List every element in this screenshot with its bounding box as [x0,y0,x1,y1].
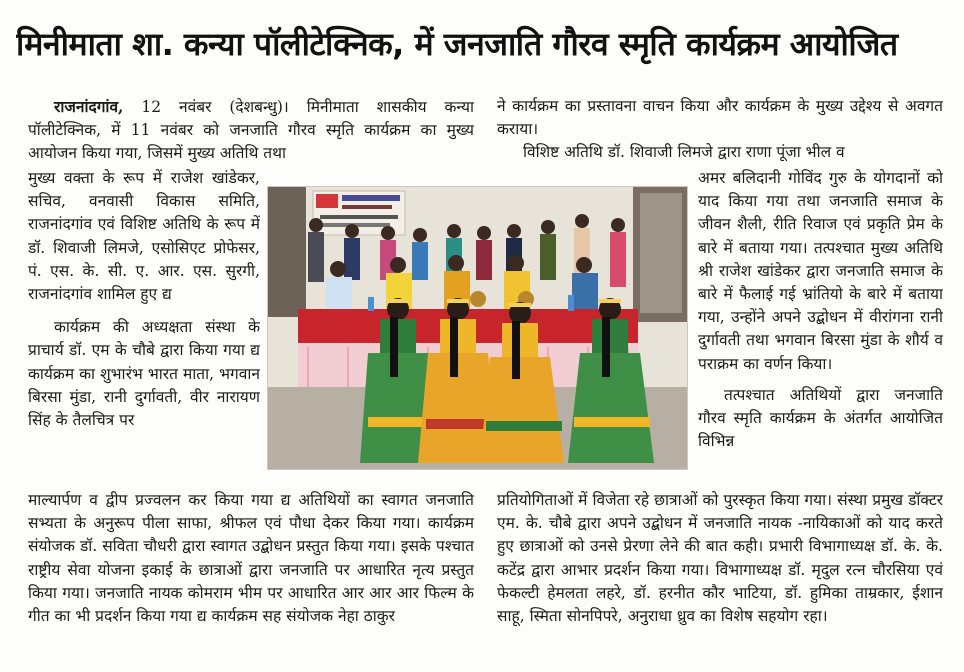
column-1-top-text: मिनीमाता शासकीय कन्या पॉलीटेक्निक, में 11 नवंबर को जनजाति गौरव स्मृति कार्यक्रम का मुख्य आयोजन किया गया, जिसमें मुख्य अतिथि तथा [28,98,474,163]
column-1-bottom [28,489,474,659]
column-2-side [698,167,943,489]
column-2-top-text: ने कार्यक्रम का प्रस्तावना वाचन किया और कार्यक्रम के मुख्य उद्देश्य से अवगत कराया। [497,97,943,139]
column-2-top [497,95,943,169]
column-2-top-text-2: विशिष्ट अतिथि डॉ. शिवाजी लिमजे द्वारा राणा पूंजा भील व [523,143,845,162]
column-1-side [28,167,260,489]
column-2-bottom-text: प्रतियोगिताओं में विजेता रहे छात्राओं को पुरस्कृत किया गया। संस्था प्रमुख डॉक्टर एम. के. चौबे द्वारा अपने उद्बोधन में जनजाति नायक -नायिकाओं को याद करते हुए छात्राओं को उनसे प्रेरणा लेने की बात कही। प्रभारी विभागाध्यक्ष डॉ. के. के. कटेंद्र द्वारा आभार प्रदर्शन किया गया। विभागाध्यक्ष डॉ. मृदुल रत्न चौरसिया एवं फेकल्टी हेमलता लहरे, डॉ. हरनीत कौर भाटिया, डॉ. हुमिका ताम्रकार, ईशान साहू, स्मिता सोनपिपरे, अनुराधा ध्रुव का विशेष सहयोग रहा। [497,491,943,626]
event-photo [267,186,688,470]
dateline: राजनांदगांव, [54,97,124,116]
column-1-bottom-text: माल्यार्पण व द्वीप प्रज्वलन कर किया गया द्य अतिथियों का स्वागत जनजाति सभ्यता के अनुरूप पीला साफा, श्रीफल एवं पौधा देकर किया गया। कार्यक्रम संयोजक डॉ. सविता चौधरी द्वारा स्वागत उद्बोधन प्रस्तुत किया गया। इसके पश्चात राष्ट्रीय सेवा योजना इकाई के छात्राओं द्वारा जनजाति पर आधारित नृत्य प्रस्तुत किया गया। जनजाति नायक कोमराम भीम पर आधारित आर आर आर फिल्म के गीत का भी प्रदर्शन किया गया द्य कार्यक्रम सह संयोजक नेहा ठाकुर [28,491,474,626]
column-2-side-text-2: तत्पश्चात अतिथियों द्वारा जनजाति गौरव स्मृति कार्यक्रम के अंतर्गत आयोजित विभिन्न [698,385,943,451]
date-source: 12 नवंबर (देशबन्धु)। [123,98,307,116]
headline: मिनीमाता शा. कन्या पॉलीटेक्निक, में जनजाति गौरव स्मृति कार्यक्रम आयोजित [16,25,898,63]
column-1-side-text-2: कार्यक्रम की अध्यक्षता संस्था के प्राचार्य डॉ. एम के चौबे द्वारा किया गया द्य कार्यक्रम का शुभारंभ भारत माता, भगवान बिरसा मुंडा, रानी दुर्गावती, वीर नारायण सिंह के तैलचित्र पर [28,318,260,430]
event-photo-illustration [268,187,688,470]
column-1-top [28,95,474,169]
column-2-bottom [497,489,943,659]
column-2-side-text: अमर बलिदानी गोविंद गुरु के योगदानों को याद किया गया तथा जनजाति समाज के जीवन शैली, रीति रिवाज एवं प्रकृति प्रेम के बारे में बताया गया। तत्पश्चात मुख्य अतिथि श्री राजेश खांडेकर द्वारा जनजाति समाज के बारे में फैलाई गई भ्रांतियो के बारे में बताया गया, उन्होंने अपने उद्बोधन में वीरांगना रानी दुर्गावती तथा भगवान बिरसा मुंडा के शौर्य व पराक्रम का वर्णन किया। [698,169,943,373]
column-1-side-text: मुख्य वक्ता के रूप में राजेश खांडेकर, सचिव, वनवासी विकास समिति, राजनांदगांव एवं विशिष्ट अतिथि के रूप में डॉ. शिवाजी लिमजे, एसोसिएट प्रोफेसर, पं. एस. के. सी. ए. आर. एस. सुरगी, राजनांदगांव शामिल हुए द्य [28,169,260,304]
